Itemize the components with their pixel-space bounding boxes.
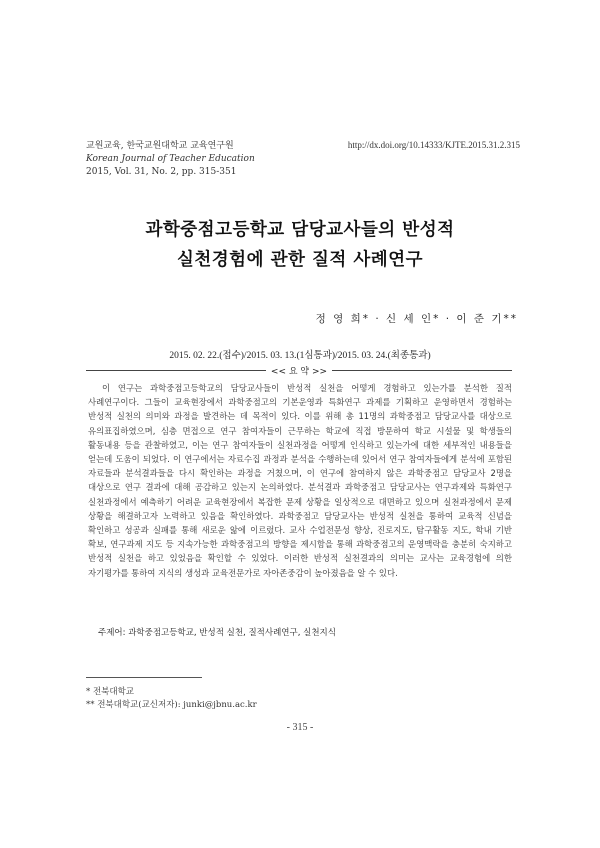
abstract-label: << 요 약 >> <box>270 367 328 377</box>
keywords-value: 과학중점고등학교, 반성적 실천, 질적사례연구, 실천지식 <box>128 628 336 638</box>
journal-header <box>86 140 255 179</box>
journal-volume: 2015, Vol. 31, No. 2, pp. 315-351 <box>86 167 237 177</box>
author-list: 정 영 희* · 신 세 인* · 이 준 기** <box>315 313 518 325</box>
title-line-2: 실천경험에 관한 질적 사례연구 <box>176 250 424 270</box>
abstract-rule-right <box>332 370 512 371</box>
journal-name-kr: 교원교육, 한국교원대학교 교육연구원 <box>86 141 234 151</box>
keywords <box>98 626 336 638</box>
doi-link[interactable]: http://dx.doi.org/10.14333/KJTE.2015.31.2.315 <box>347 140 520 150</box>
keywords-label: 주제어: <box>98 628 126 638</box>
journal-name-en: Korean Journal of Teacher Education <box>86 154 255 164</box>
abstract-body: 이 연구는 과학중점고등학교의 담당교사들이 반성적 실천을 어떻게 경험하고 있는가를 분석한 질적 사례연구이다. 그들이 교육현장에서 과학중점고의 기본운영과 특화연구 과제를 기획하고 운영하면서 경험하는 반성적 실천의 의미와 과정을 발견하는 데 목적이 있다. 이를 위해 총 11명의 과학중점고 담당교사를 대상으로 유의표집하였으며, 심층 면접으로 연구 참여자들이 근무하는 학교에 직접 방문하여 학교 시설물 및 학생들의 활동내용 등을 관찰하였고, 이는 연구 참여자들이 실천과정을 어떻게 인식하고 있는가에 대한 세부적인 내용들을 얻는데 도움이 되었다. 이 연구에서는 자료수집 과정과 분석을 수행하는데 있어서 연구 참여자들에게 분석에 포함된 자료들과 분석결과들을 다시 확인하는 과정을 거쳤으며, 이 연구에 참여하지 않은 과학중점고 담당교사 2명을 대상으로 연구 결과에 대해 공감하고 있는지 논의하였다. 분석결과 과학중점고 담당교사는 연구과제와 특화연구 실천과정에서 예측하기 어려운 교육현장에서 복잡한 문제 상황을 일상적으로 대면하고 있으며 실천과정에서 문제 상황을 해결하고자 노력하고 있음을 확인하였다. 과학중점고 담당교사는 반성적 실천을 통하여 교육적 신념을 확인하고 성공과 실패를 통해 새로운 앎에 이르렀다. 교사 수업전문성 향상, 진로지도, 탐구활동 지도, 학내 기반 확보, 연구과제 지도 등 지속가능한 과학중점고의 방향을 제시함을 통해 과학중점고의 운영맥락을 충분히 숙지하고 반성적 실천을 하고 있었음을 확인할 수 있었다. 이러한 반성적 실천결과의 의미는 교사는 교육경험에 의한 자기평가를 통하여 지식의 생성과 교육전문가로 자아존중감이 높아졌음을 알 수 있다. <box>88 383 512 578</box>
paper-title <box>0 215 600 275</box>
abstract-heading <box>86 365 512 377</box>
submission-dates: 2015. 02. 22.(접수)/2015. 03. 13.(1심통과)/2015. 03. 24.(최종통과) <box>169 351 431 361</box>
footnote-corresponding: ** 전북대학교(교신저자): junki@jbnu.ac.kr <box>86 700 257 710</box>
footnote-affiliation: * 전북대학교 <box>86 687 135 697</box>
page-number: - 315 - <box>286 722 314 733</box>
footnote-divider <box>86 677 202 678</box>
title-line-1: 과학중점고등학교 담당교사들의 반성적 <box>145 220 455 240</box>
